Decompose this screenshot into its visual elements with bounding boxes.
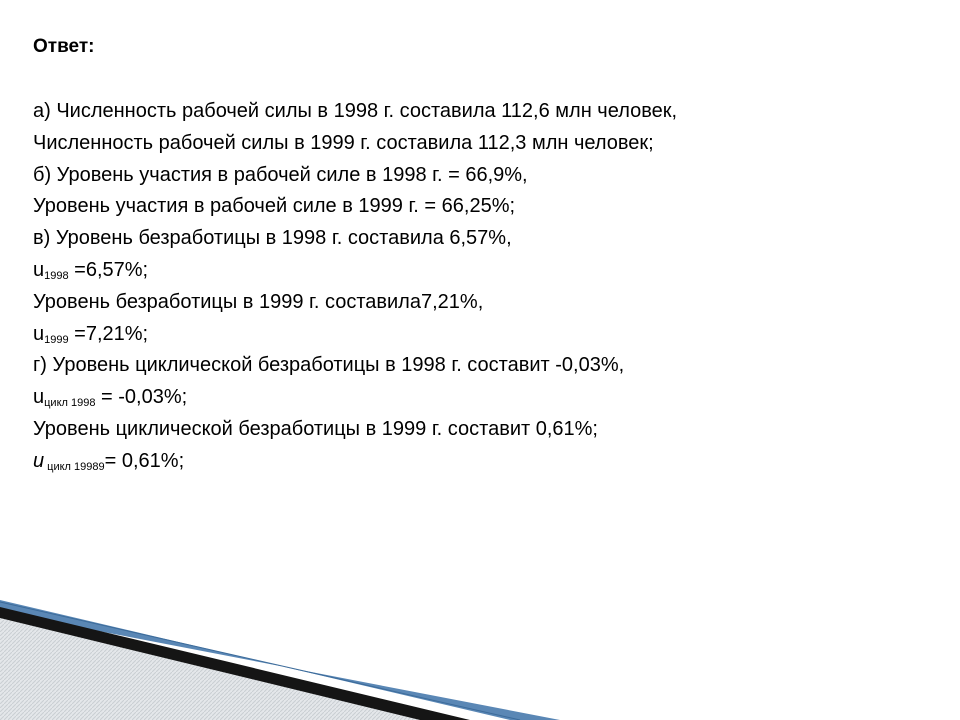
formula-u-cycl-1999 — [33, 446, 933, 478]
item-a-line-1 — [33, 96, 933, 128]
item-g-line-2 — [33, 414, 933, 446]
black-band — [0, 607, 470, 720]
formula-value: =7,21%; — [68, 322, 149, 345]
item-v-text-2: Уровень безработицы в 1999 г. составила7,21%, — [33, 290, 484, 313]
item-a-text-2: Численность рабочей силы в 1999 г. составила 112,3 млн человек; — [33, 131, 654, 154]
item-g-text-2: Уровень циклической безработицы в 1999 г. составит 0,61%; — [33, 417, 598, 440]
thin-line — [0, 602, 520, 720]
item-v-line-2 — [33, 287, 933, 319]
item-b-prefix: б) — [33, 163, 57, 186]
formula-symbol: u — [33, 386, 45, 409]
item-v-text-1: Уровень безработицы в 1998 г. составила 6,57%, — [55, 227, 512, 250]
formula-subscript: 1999 — [44, 333, 69, 346]
item-a-prefix: а) — [33, 100, 57, 122]
formula-subscript: 1998 — [44, 269, 69, 282]
formula-subscript: цикл 19989 — [44, 460, 105, 473]
formula-u-1999 — [33, 319, 933, 351]
formula-symbol: u — [33, 449, 45, 472]
blue-band — [0, 600, 560, 720]
item-v-prefix: в) — [33, 227, 56, 250]
item-b-line-1 — [33, 160, 933, 192]
item-b-line-2 — [33, 191, 933, 223]
item-b-text-2: Уровень участия в рабочей силе в 1999 г. = 66,25%; — [33, 195, 516, 218]
item-g-line-1 — [33, 350, 933, 382]
item-a-text-1: Численность рабочей силы в 1998 г. составила 112,6 млн человек, — [56, 100, 678, 122]
formula-value: = -0,03%; — [95, 386, 188, 409]
answer-block — [33, 30, 933, 478]
formula-symbol: u — [33, 258, 45, 281]
answer-heading: Ответ: — [33, 36, 95, 57]
item-v-line-1 — [33, 223, 933, 255]
item-g-text-1: Уровень циклической безработицы в 1998 г. составит -0,03%, — [52, 354, 625, 377]
formula-u-1998 — [33, 255, 933, 287]
item-b-text-1: Уровень участия в рабочей силе в 1998 г. = 66,9%, — [56, 163, 528, 186]
formula-value: = 0,61%; — [104, 449, 185, 472]
spacer — [33, 64, 933, 96]
formula-symbol: u — [33, 322, 45, 345]
item-g-prefix: г) — [33, 354, 53, 377]
formula-value: =6,57%; — [68, 258, 149, 281]
formula-subscript: цикл 1998 — [44, 397, 96, 410]
formula-u-cycl-1998 — [33, 382, 933, 414]
item-a-line-2 — [33, 128, 933, 160]
hatched-band — [0, 612, 420, 720]
